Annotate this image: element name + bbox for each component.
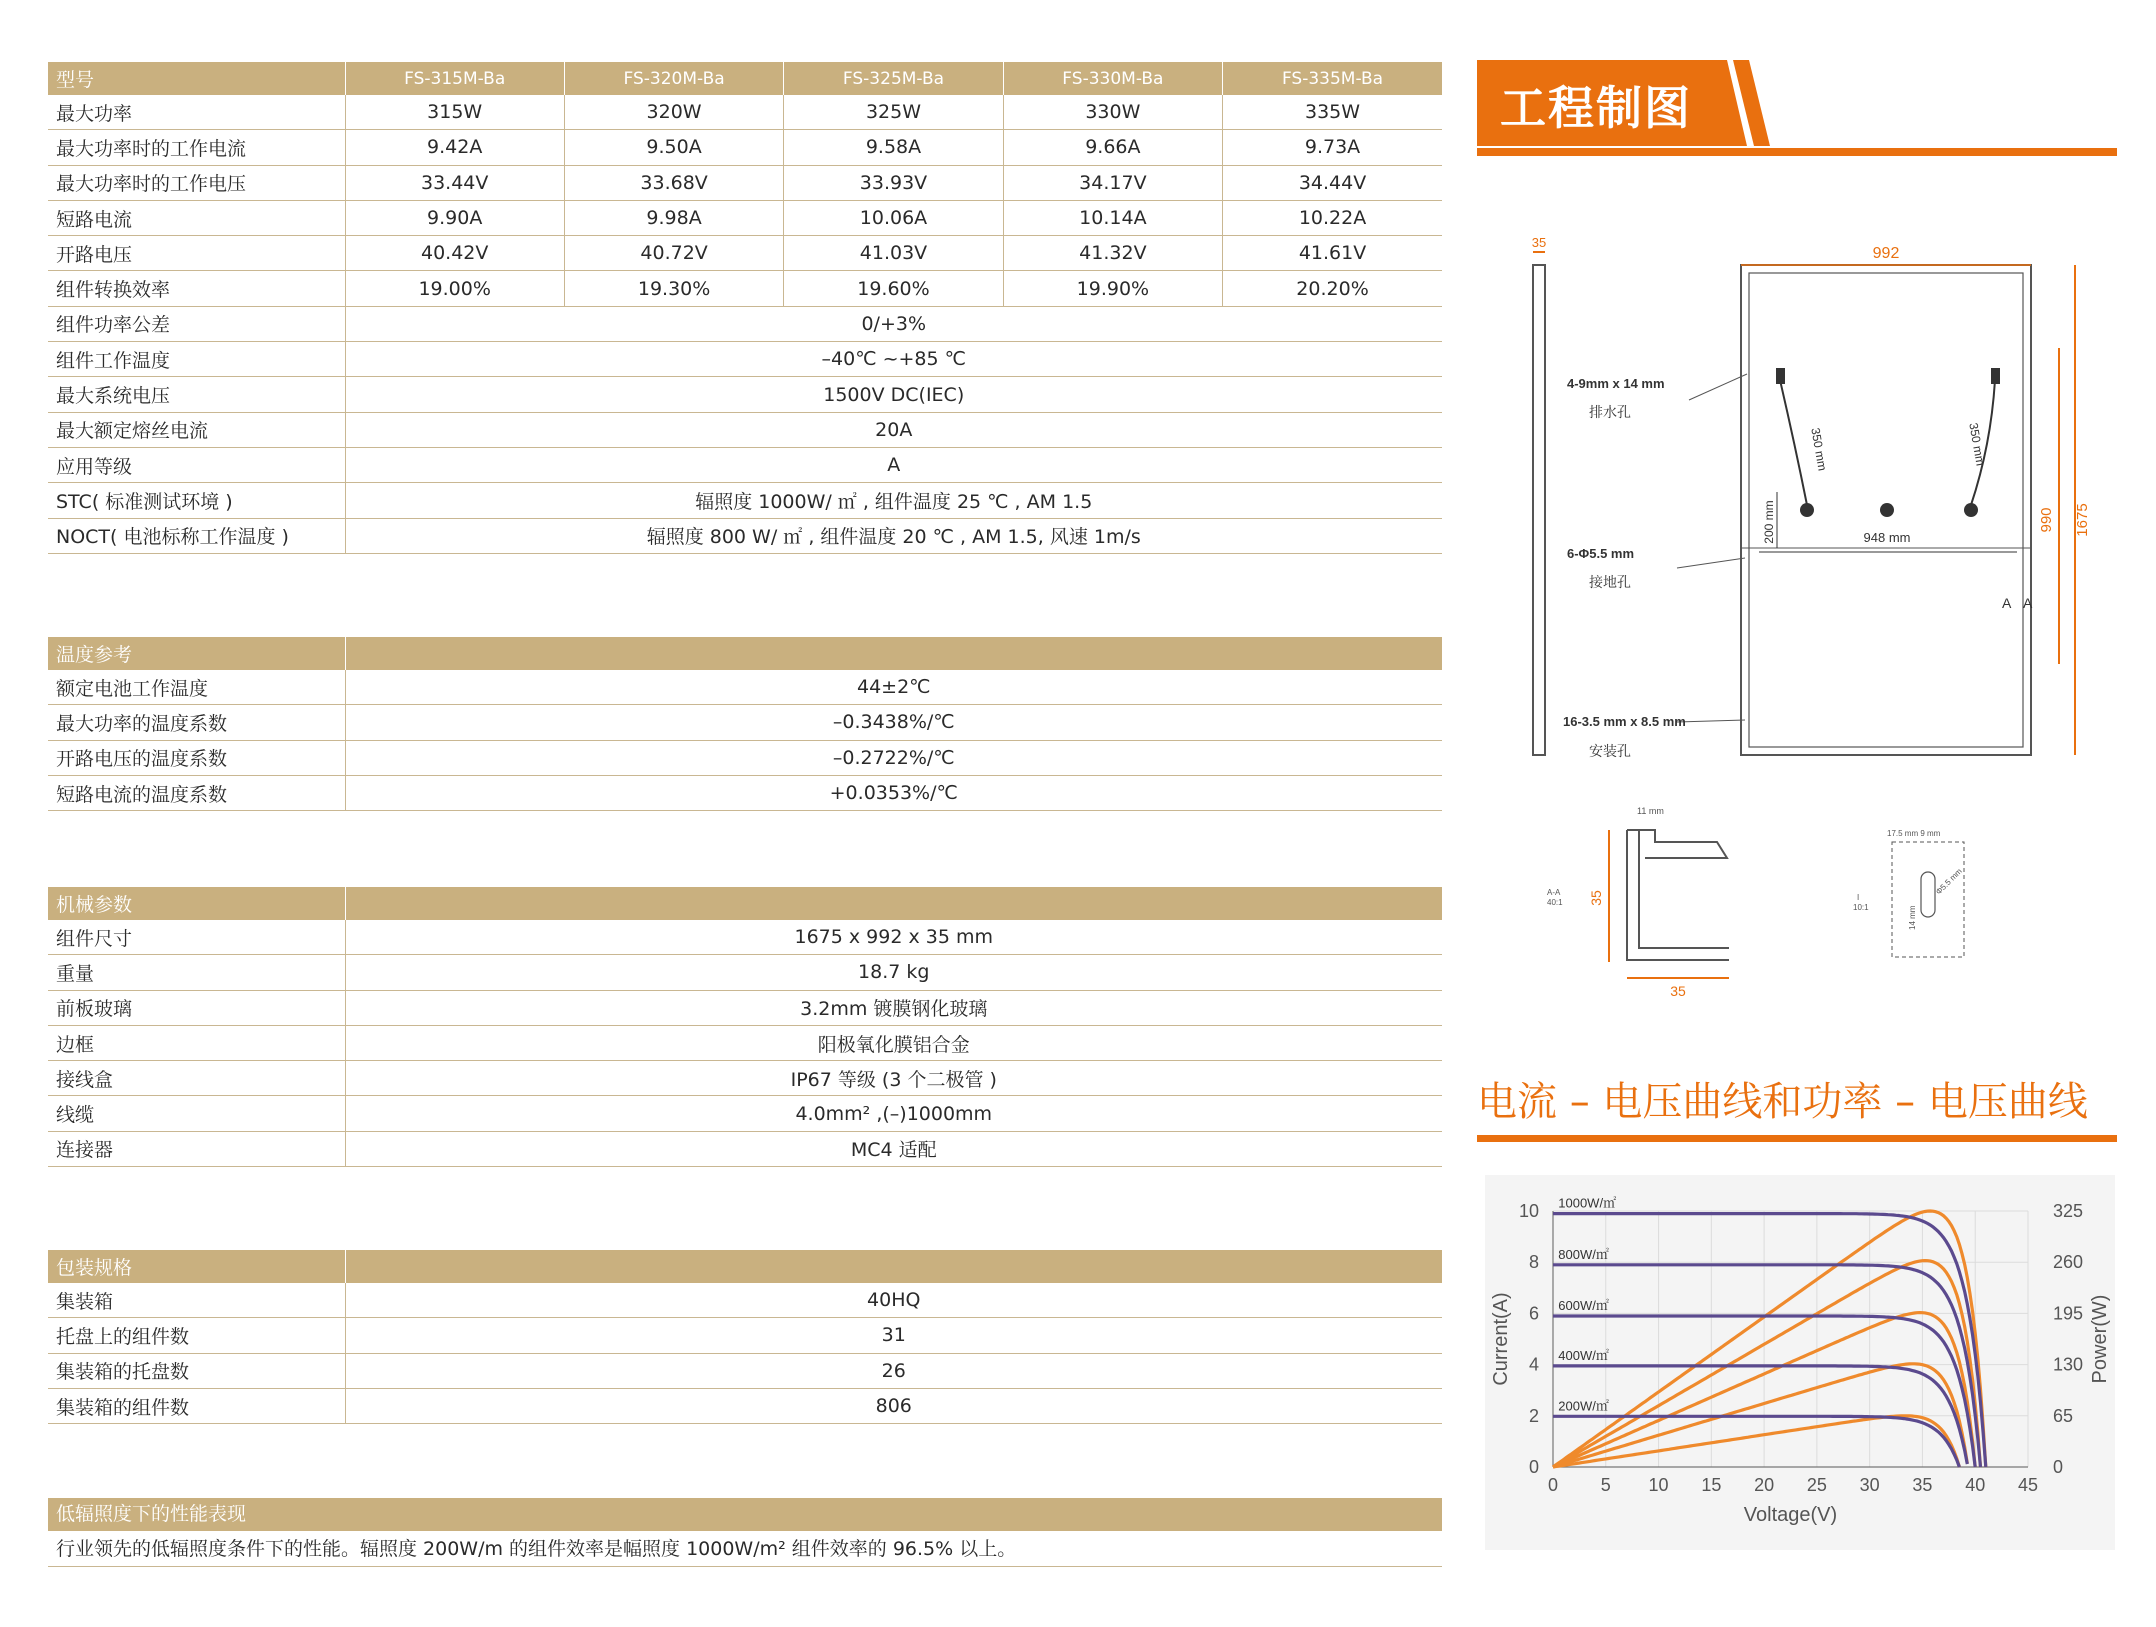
dim-inner: 948 mm [1863,530,1911,545]
detail-view [1892,842,1964,957]
detail-side: 14 mm [1908,905,1917,930]
irradiance-label: 1000W/㎡ [1558,1195,1617,1211]
cell-value: 19.60% [784,271,1003,306]
section-title: 机械参数 [48,887,345,920]
junction-box-right [1964,503,1978,517]
section-mark-a: A [2002,595,2012,611]
row-label: 组件工作温度 [48,342,345,377]
irradiance-label: 200W/㎡ [1558,1398,1609,1414]
dim-width: 992 [1872,245,1900,262]
row-label: NOCT( 电池标称工作温度 ) [48,518,345,553]
row-label: 边框 [48,1025,345,1060]
chart-section-rule [1477,1135,2117,1142]
drain-label: 排水孔 [1589,404,1631,420]
detail-hole [1921,872,1935,917]
packaging-table [48,1250,1442,1424]
profile-top: 11 mm [1637,806,1664,816]
y2-axis-label: Power(W) [2089,1294,2111,1384]
y2-tick-label: 195 [2053,1303,2084,1324]
cell-value: 335W [1223,95,1442,130]
row-label: 最大功率 [48,95,345,130]
detail-mark: I [1857,893,1860,902]
x-axis-label: Voltage(V) [1743,1504,1838,1526]
model-name: FS-320M-Ba [564,62,783,95]
dim-height: 1675 [2074,503,2091,537]
profile-width: 35 [1670,983,1686,999]
table-row [48,1061,1442,1096]
cell-value: 4.0mm² ,(–)1000mm [345,1096,1442,1131]
table-row [48,95,1442,130]
mechanical-table [48,887,1442,1167]
cell-value: IP67 等级 (3 个二极管 ) [345,1061,1442,1096]
cell-value: 1675 x 992 x 35 mm [345,920,1442,955]
table-row [48,955,1442,990]
row-label: 集装箱 [48,1283,345,1318]
connector-right [1991,368,2000,384]
cell-value: 40.72V [564,236,783,271]
table-row [48,1283,1442,1318]
cell-value: 33.93V [784,165,1003,200]
table-row [48,1096,1442,1131]
table-row [48,1318,1442,1353]
cell-value: 9.98A [564,200,783,235]
x-tick-label: 40 [1965,1475,1986,1495]
engineering-title: 工程制图 [1500,81,1692,135]
section-title: 温度参考 [48,637,345,670]
row-label: 开路电压的温度系数 [48,740,345,775]
section-title: 包装规格 [48,1250,345,1283]
table-row [48,342,1442,377]
detail-scale: 10:1 [1853,903,1869,912]
table-row [48,412,1442,447]
row-label: 应用等级 [48,447,345,482]
x-tick-label: 45 [2017,1475,2039,1495]
low-irradiance-title: 低辐照度下的性能表现 [48,1498,1442,1531]
junction-box-center [1880,503,1894,517]
table-row [48,1131,1442,1166]
table-row [48,377,1442,412]
cell-value: 9.66A [1003,130,1222,165]
cell-value: 3.2mm 镀膜钢化玻璃 [345,990,1442,1025]
cell-value: 41.03V [784,236,1003,271]
table-row [48,740,1442,775]
row-label: 连接器 [48,1131,345,1166]
cell-value: 315W [345,95,564,130]
table-row [48,130,1442,165]
y2-tick-label: 130 [2053,1354,2084,1375]
mount-label: 安装孔 [1589,743,1631,759]
table-row [48,1353,1442,1388]
table-row [48,1388,1442,1423]
x-tick-label: 35 [1912,1475,1933,1495]
cell-value: –0.2722%/℃ [345,740,1442,775]
table-row [48,775,1442,810]
frame-section-aa [1627,830,1729,960]
cell-value: 40.42V [345,236,564,271]
row-label: 最大系统电压 [48,377,345,412]
dim-thickness: 35 [1531,235,1547,250]
model-header: 型号 [48,62,345,95]
row-label: 重量 [48,955,345,990]
temperature-table [48,637,1442,811]
table-row [48,165,1442,200]
row-label: 集装箱的托盘数 [48,1353,345,1388]
x-tick-label: 15 [1701,1475,1722,1495]
table-row [48,271,1442,306]
cell-value: 10.22A [1223,200,1442,235]
chart-section-title: 电流 – 电压曲线和功率 – 电压曲线 [1477,1079,2088,1125]
module-drawing [1477,230,2117,1010]
cell-value: 19.00% [345,271,564,306]
row-label: 最大功率的温度系数 [48,705,345,740]
x-tick-label: 20 [1754,1475,1775,1495]
irradiance-label: 400W/㎡ [1558,1347,1609,1363]
row-label: 组件尺寸 [48,920,345,955]
detail-top: 17.5 mm 9 mm [1887,829,1941,838]
cell-value: 9.50A [564,130,783,165]
connector-left [1776,368,1785,384]
cell-value: 41.61V [1223,236,1442,271]
junction-box-left [1800,503,1814,517]
cell-value: +0.0353%/℃ [345,775,1442,810]
drain-spec: 4-9mm x 14 mm [1567,376,1665,391]
y-tick-label: 2 [1528,1405,1539,1426]
row-label: 最大额定熔丝电流 [48,412,345,447]
cell-value: 320W [564,95,783,130]
cell-value: 18.7 kg [345,955,1442,990]
row-label: 短路电流的温度系数 [48,775,345,810]
ground-offset: 200 mm [1762,500,1776,544]
row-label: 最大功率时的工作电流 [48,130,345,165]
table-row [48,1025,1442,1060]
row-label: 集装箱的组件数 [48,1388,345,1423]
table-row [48,670,1442,705]
y-tick-label: 8 [1528,1252,1539,1273]
cell-value: 19.30% [564,271,783,306]
spec-header-row [48,62,1442,95]
cell-value: 806 [345,1388,1442,1423]
irradiance-label: 800W/㎡ [1558,1246,1609,1262]
y-tick-label: 6 [1528,1303,1539,1324]
cell-value: 26 [345,1353,1442,1388]
row-label: 前板玻璃 [48,990,345,1025]
row-label: 线缆 [48,1096,345,1131]
y-axis-label: Current(A) [1490,1292,1512,1386]
cable-length-left: 350 mm [1808,426,1830,472]
cell-value: 1500V DC(IEC) [345,377,1442,412]
model-name: FS-315M-Ba [345,62,564,95]
cell-value: 20.20% [1223,271,1442,306]
model-name: FS-330M-Ba [1003,62,1222,95]
cell-value: 9.42A [345,130,564,165]
table-row [48,483,1442,518]
mount-spec: 16-3.5 mm x 8.5 mm [1563,714,1686,729]
cell-value: 10.14A [1003,200,1222,235]
row-label: 开路电压 [48,236,345,271]
table-row [48,705,1442,740]
row-label: 最大功率时的工作电压 [48,165,345,200]
cell-value: 34.17V [1003,165,1222,200]
row-label: 接线盒 [48,1061,345,1096]
table-row [48,920,1442,955]
x-tick-label: 25 [1806,1475,1827,1495]
cell-value: A [345,447,1442,482]
y-tick-label: 10 [1518,1201,1539,1221]
profile-height: 35 [1588,890,1604,906]
row-label: STC( 标准测试环境 ) [48,483,345,518]
cell-value: 40HQ [345,1283,1442,1318]
y2-tick-label: 65 [2053,1405,2074,1426]
x-tick-label: 30 [1859,1475,1880,1495]
ground-spec: 6-Φ5.5 mm [1567,546,1635,561]
cell-value: –40℃ ~+85 ℃ [345,342,1442,377]
x-tick-label: 10 [1648,1475,1669,1495]
cell-value: 10.06A [784,200,1003,235]
row-label: 组件功率公差 [48,306,345,341]
irradiance-label: 600W/㎡ [1558,1297,1609,1313]
spec-table [48,62,1442,554]
row-label: 托盘上的组件数 [48,1318,345,1353]
cell-value: 31 [345,1318,1442,1353]
cell-value: 19.90% [1003,271,1222,306]
cell-value: 0/+3% [345,306,1442,341]
cell-value: 20A [345,412,1442,447]
table-row [48,200,1442,235]
cell-value: –0.3438%/℃ [345,705,1442,740]
section-aa-scale: 40:1 [1547,898,1563,907]
side-profile [1533,265,1545,755]
cell-value: 9.73A [1223,130,1442,165]
y2-tick-label: 325 [2053,1201,2084,1221]
y-tick-label: 4 [1528,1354,1539,1375]
dim-mount: 990 [2038,507,2055,533]
cell-value: MC4 适配 [345,1131,1442,1166]
model-name: FS-335M-Ba [1223,62,1442,95]
cell-value: 辐照度 1000W/ ㎡ , 组件温度 25 ℃ , AM 1.5 [345,483,1442,518]
section-aa: A-A [1547,888,1561,897]
cell-value: 9.58A [784,130,1003,165]
cell-value: 阳极氧化膜铝合金 [345,1025,1442,1060]
table-row [48,990,1442,1025]
cell-value: 44±2℃ [345,670,1442,705]
row-label: 组件转换效率 [48,271,345,306]
cell-value: 33.68V [564,165,783,200]
ground-label: 接地孔 [1589,574,1631,590]
cell-value: 9.90A [345,200,564,235]
x-tick-label: 0 [1547,1475,1559,1495]
section-mark-a: A [2023,595,2033,611]
row-label: 短路电流 [48,200,345,235]
y-tick-label: 0 [1528,1457,1539,1477]
cell-value: 34.44V [1223,165,1442,200]
table-row [48,306,1442,341]
low-irradiance-text: 行业领先的低辐照度条件下的性能。辐照度 200W/m 的组件效率是幅照度 1000W/m² 组件效率的 96.5% 以上。 [48,1531,1442,1567]
y2-tick-label: 0 [2053,1457,2064,1477]
model-name: FS-325M-Ba [784,62,1003,95]
table-row [48,236,1442,271]
x-tick-label: 5 [1600,1475,1611,1495]
cable-length-right: 350 mm [1966,421,1988,467]
y2-tick-label: 260 [2053,1252,2084,1273]
cell-value: 325W [784,95,1003,130]
cable-left [1780,380,1807,505]
detail-hole-spec: Φ5.5 mm [1934,866,1964,897]
cell-value: 33.44V [345,165,564,200]
table-row [48,447,1442,482]
row-label: 额定电池工作温度 [48,670,345,705]
cell-value: 辐照度 800 W/ ㎡ , 组件温度 20 ℃ , AM 1.5, 风速 1m/s [345,518,1442,553]
cell-value: 41.32V [1003,236,1222,271]
cell-value: 330W [1003,95,1222,130]
table-row [48,518,1442,553]
iv-pv-chart [1485,1175,2115,1550]
